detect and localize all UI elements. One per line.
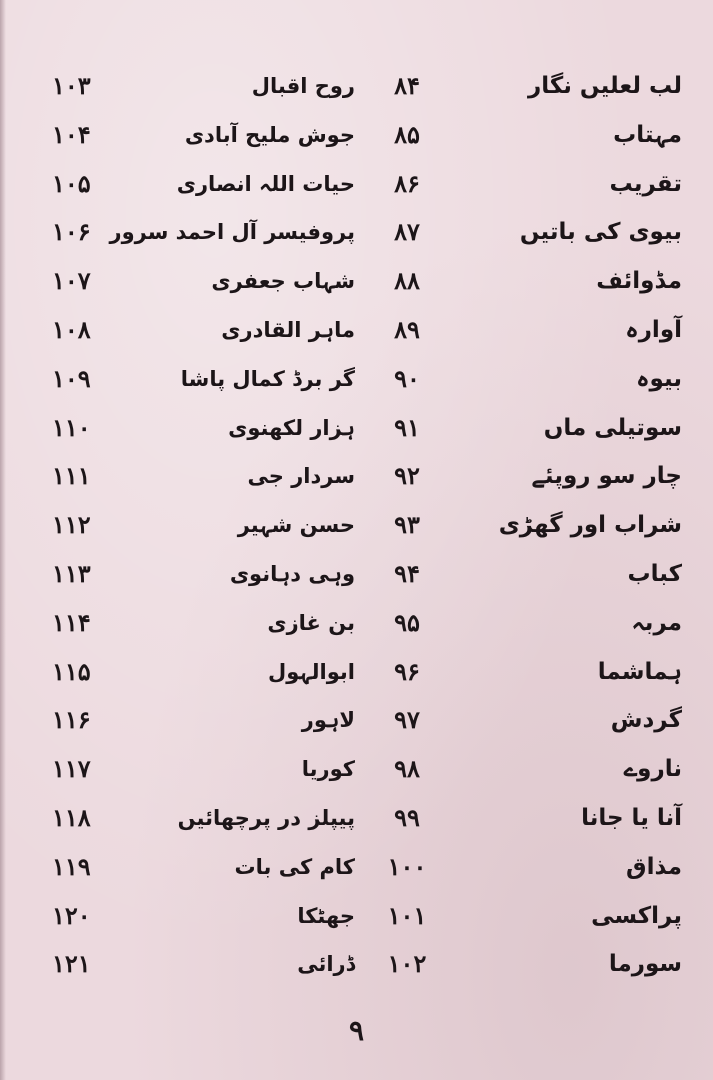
toc-row [0, 404, 713, 453]
toc-row [0, 257, 713, 306]
left-title: کباب [627, 560, 682, 587]
left-title: پراکسی [591, 902, 682, 929]
toc-row [0, 696, 713, 745]
toc-row [0, 452, 713, 501]
toc-row [0, 208, 713, 257]
left-entry-number: ۱۰۱ [387, 900, 427, 930]
left-entry-number: ۸۷ [394, 217, 420, 247]
left-title: گردش [610, 707, 682, 734]
left-title: مہتاب [613, 121, 682, 148]
left-title: شراب اور گھڑی [498, 512, 682, 539]
right-title: ابوالہول [267, 659, 355, 684]
left-title: چار سو روپئے [531, 463, 682, 490]
left-title: آنا یا جانا [581, 804, 682, 831]
left-entry-number: ۹۷ [394, 705, 420, 735]
left-entry-number: ۱۰۰ [387, 851, 427, 881]
left-entry-number: ۹۴ [394, 558, 420, 588]
left-entry-number: ۸۵ [394, 119, 420, 149]
right-title: پیپلز در پرچھائیں [177, 805, 355, 830]
toc-row [0, 892, 713, 941]
left-entry-number: ۹۱ [394, 412, 420, 442]
left-title: بیوی کی باتیں [519, 219, 682, 246]
left-entry-number: ۱۰۲ [387, 949, 427, 979]
right-page-number: ۱۰۶ [52, 217, 91, 247]
left-entry-number: ۹۸ [394, 754, 420, 784]
right-title: وہی دہانوی [229, 561, 355, 586]
left-title: آوارہ [625, 316, 682, 343]
toc-row [0, 794, 713, 843]
right-page-number: ۱۰۵ [52, 168, 91, 198]
left-entry-number: ۹۵ [394, 607, 420, 637]
toc-row [0, 160, 713, 209]
left-title: لب لعلیں نگار [528, 73, 682, 99]
right-title: کوریا [301, 757, 355, 782]
right-page-number: ۱۱۰ [52, 412, 91, 442]
toc-row [0, 940, 713, 989]
toc-row [0, 599, 713, 648]
right-title: روح اقبال [251, 74, 355, 98]
right-page-number: ۱۰۷ [52, 266, 91, 296]
toc-row [0, 550, 713, 599]
right-page-number: ۱۰۸ [52, 314, 91, 344]
left-title: مڈوائف [596, 268, 682, 295]
right-title: جھٹکا [297, 903, 355, 928]
right-page-number: ۱۱۶ [52, 705, 91, 735]
toc-row [0, 745, 713, 794]
left-title: ہماشما [597, 658, 682, 685]
left-entry-number: ۹۰ [394, 363, 420, 393]
toc-row [0, 501, 713, 550]
table-of-contents [0, 62, 713, 989]
right-title: بن غازی [267, 610, 355, 635]
right-page-number: ۱۱۲ [52, 510, 91, 540]
toc-row [0, 62, 713, 111]
toc-row [0, 306, 713, 355]
right-title: سردار جی [247, 464, 355, 489]
right-page-number: ۱۰۴ [52, 119, 91, 149]
right-page-number: ۱۰۳ [52, 71, 91, 100]
left-title: بیوہ [636, 365, 682, 392]
right-page-number: ۱۱۷ [52, 754, 91, 784]
left-entry-number: ۹۲ [394, 461, 420, 491]
left-title: مذاق [626, 853, 682, 880]
right-title: ہزار لکھنوی [228, 415, 355, 440]
right-page-number: ۱۱۴ [52, 607, 91, 637]
left-title: سورما [608, 951, 682, 978]
left-entry-number: ۸۹ [394, 314, 420, 344]
right-title: پروفیسر آل احمد سرور [109, 220, 355, 245]
right-page-number: ۱۱۵ [52, 656, 91, 686]
left-title: مربہ [631, 609, 682, 636]
right-title: شہاب جعفری [211, 269, 355, 294]
left-entry-number: ۸۴ [394, 71, 420, 100]
left-title: ناروے [623, 756, 682, 783]
left-entry-number: ۹۹ [394, 802, 420, 832]
left-title: تقریب [609, 170, 682, 197]
right-title: جوش ملیح آبادی [184, 122, 355, 147]
right-page-number: ۱۱۹ [52, 851, 91, 881]
right-title: ماہر القادری [221, 317, 355, 342]
right-page-number: ۱۰۹ [52, 363, 91, 393]
right-title: حسن شہیر [237, 513, 355, 538]
right-page-number: ۱۱۱ [52, 461, 91, 491]
right-title: گر برڈ کمال پاشا [180, 366, 355, 391]
toc-row [0, 111, 713, 160]
left-entry-number: ۸۶ [394, 168, 420, 198]
toc-row [0, 843, 713, 892]
toc-row [0, 355, 713, 404]
right-page-number: ۱۱۳ [52, 558, 91, 588]
left-entry-number: ۸۸ [394, 266, 420, 296]
left-entry-number: ۹۳ [394, 510, 420, 540]
right-title: ڈرائی [297, 952, 355, 977]
right-title: حیات اللہ انصاری [176, 171, 355, 196]
right-title: کام کی بات [234, 854, 355, 879]
left-entry-number: ۹۶ [394, 656, 420, 686]
right-page-number: ۱۲۱ [52, 949, 91, 979]
right-page-number: ۱۲۰ [52, 900, 91, 930]
page-number: ۹ [348, 1014, 365, 1047]
right-page-number: ۱۱۸ [52, 802, 91, 832]
toc-row [0, 648, 713, 697]
left-title: سوتیلی ماں [543, 414, 682, 441]
right-title: لاہور [301, 708, 355, 733]
